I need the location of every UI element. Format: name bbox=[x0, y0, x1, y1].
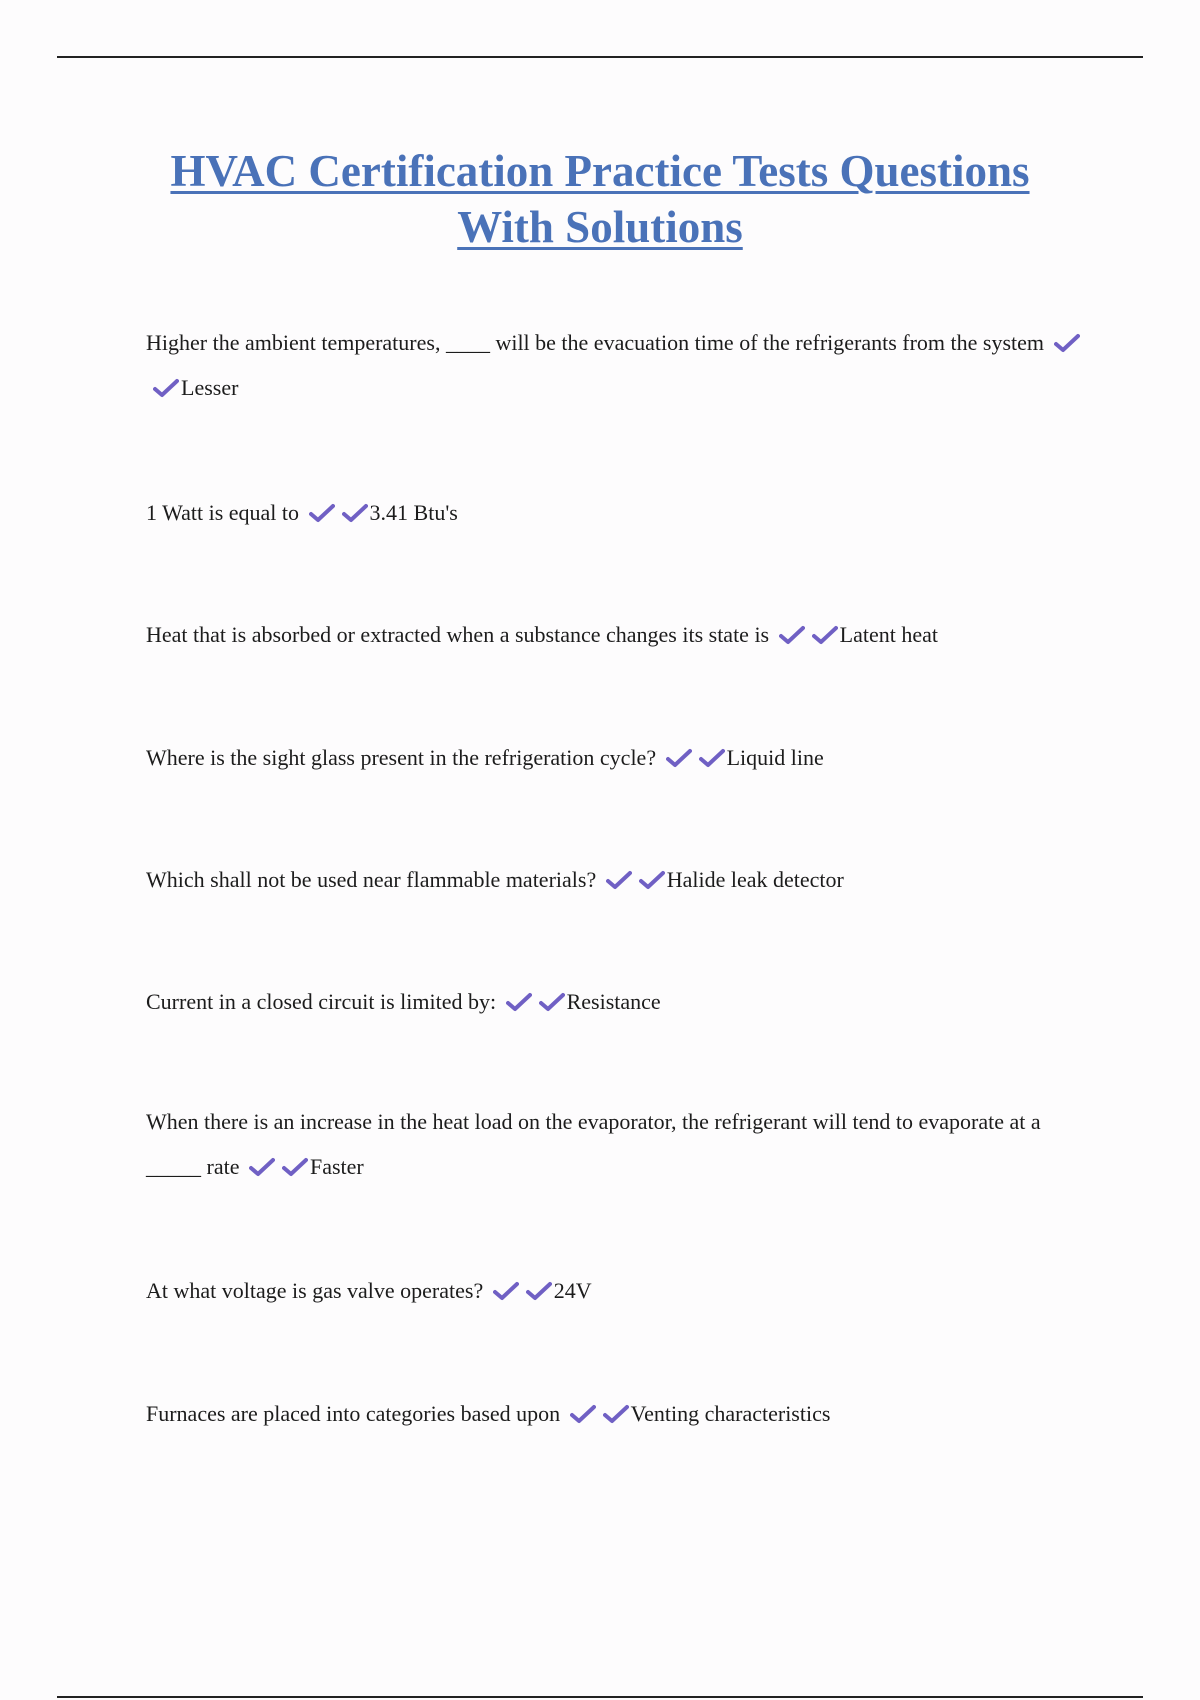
answer-text: 24V bbox=[553, 1278, 592, 1303]
answer-text: Venting characteristics bbox=[630, 1401, 831, 1426]
question-text: Furnaces are placed into categories based upon bbox=[146, 1401, 561, 1426]
check-icon bbox=[779, 625, 805, 645]
question-text: Which shall not be used near flammable materials? bbox=[146, 867, 597, 892]
check-icon bbox=[342, 503, 368, 523]
check-icon bbox=[1054, 333, 1080, 353]
check-icon bbox=[249, 1157, 275, 1177]
check-icon bbox=[526, 1281, 552, 1301]
question-text: At what voltage is gas valve operates? bbox=[146, 1278, 484, 1303]
check-icon bbox=[493, 1281, 519, 1301]
check-icon bbox=[666, 748, 692, 768]
check-icon bbox=[506, 992, 532, 1012]
check-icon bbox=[570, 1404, 596, 1424]
title-line-1: HVAC Certification Practice Tests Questions bbox=[170, 146, 1030, 196]
check-icon bbox=[812, 625, 838, 645]
check-icon bbox=[603, 1404, 629, 1424]
qa-item-9 bbox=[146, 1391, 1096, 1436]
top-rule bbox=[57, 56, 1143, 58]
question-text: When there is an increase in the heat load on the evaporator, the refrigerant will tend to evaporate at a _____ rate bbox=[146, 1109, 1041, 1179]
answer-text: Latent heat bbox=[839, 622, 938, 647]
answer-text: Halide leak detector bbox=[666, 867, 844, 892]
question-text: Heat that is absorbed or extracted when a substance changes its state is bbox=[146, 622, 770, 647]
qa-item-8 bbox=[146, 1268, 1096, 1313]
answer-text: Liquid line bbox=[726, 745, 824, 770]
question-text: Current in a closed circuit is limited by: bbox=[146, 989, 497, 1014]
check-icon bbox=[309, 503, 335, 523]
document-title bbox=[100, 143, 1100, 255]
check-icon bbox=[639, 870, 665, 890]
answer-text: 3.41 Btu's bbox=[369, 500, 458, 525]
check-icon bbox=[282, 1157, 308, 1177]
qa-item-6 bbox=[146, 979, 1096, 1024]
qa-item-1 bbox=[146, 320, 1096, 410]
question-text: 1 Watt is equal to bbox=[146, 500, 300, 525]
title-line-2: With Solutions bbox=[457, 202, 743, 252]
qa-item-4 bbox=[146, 735, 1096, 780]
answer-text: Resistance bbox=[566, 989, 661, 1014]
question-text: Higher the ambient temperatures, ____ will be the evacuation time of the refrigerants from the system bbox=[146, 330, 1045, 355]
answer-text: Faster bbox=[309, 1154, 364, 1179]
check-icon bbox=[606, 870, 632, 890]
check-icon bbox=[699, 748, 725, 768]
qa-item-5 bbox=[146, 857, 1096, 902]
bottom-rule bbox=[57, 1696, 1143, 1698]
answer-text: Lesser bbox=[181, 375, 239, 400]
check-icon bbox=[539, 992, 565, 1012]
qa-item-7 bbox=[146, 1099, 1096, 1189]
question-text: Where is the sight glass present in the refrigeration cycle? bbox=[146, 745, 657, 770]
check-icon bbox=[153, 378, 179, 398]
qa-item-3 bbox=[146, 612, 1096, 657]
qa-item-2 bbox=[146, 490, 1096, 535]
